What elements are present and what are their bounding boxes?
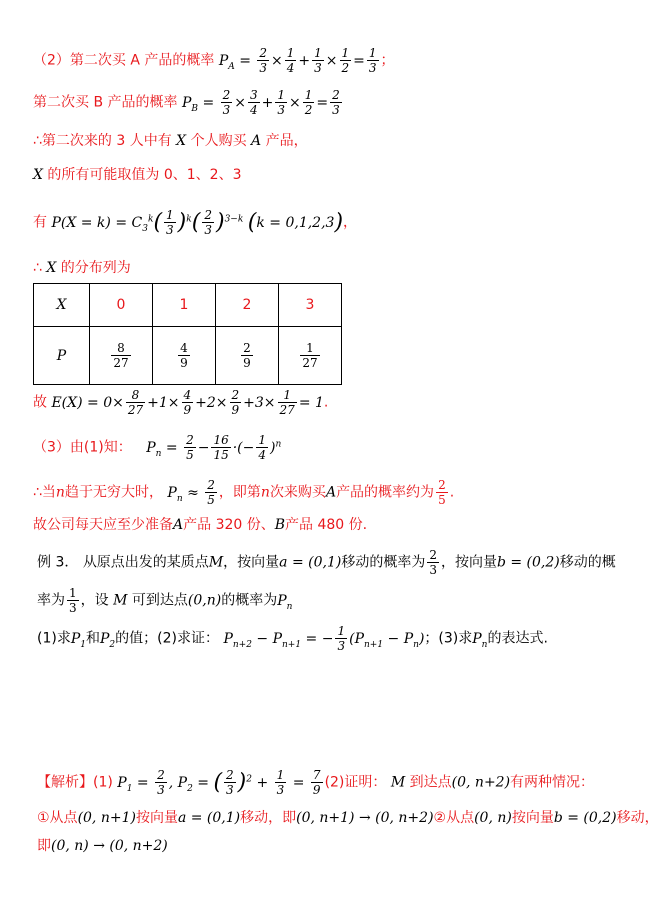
var-a: A	[251, 133, 262, 149]
pn: $P_n$	[277, 592, 293, 612]
solution-text: 移动，	[616, 810, 659, 826]
table-cell: $\frac{2}{9}$	[216, 327, 279, 385]
var-m: M	[390, 774, 406, 791]
solution-line3: 即(0, n) → (0, n+2)	[37, 838, 168, 854]
limit-formula: $P_n$ ≈ $\frac{2}{5}$	[167, 478, 215, 507]
distribution-table	[33, 283, 342, 385]
solution-text: 按向量	[511, 810, 554, 826]
solution-text: (1)	[93, 774, 113, 791]
line-prob-b	[33, 88, 344, 118]
example-text: 移动的概率为	[341, 554, 426, 571]
example-questions: (1)求$P_1$和$P_2$的值；(2)求证： $P_{n+2} - P_{n+1}$ = − $\frac{1}{3}$ $(P_{n+1} - P_n)$；(3)求$P_n$的表达式.	[37, 624, 548, 653]
recurrence-formula: $P_{n+2} - P_{n+1}$ = − $\frac{1}{3}$ $(P_{n+1} - P_n)$	[223, 624, 425, 653]
line-part3	[33, 433, 281, 463]
table-cell: 0	[90, 284, 153, 327]
line-prob-a	[33, 46, 395, 76]
therefore: ∴	[33, 260, 42, 276]
table-cell: $\frac{1}{27}$	[279, 327, 342, 385]
vector-a: a = (0,1)	[279, 554, 342, 571]
solution-text: 移动，即	[240, 810, 297, 826]
var-x: X	[46, 260, 57, 276]
var-n: n	[260, 484, 270, 501]
p1-p2-formula: $P_1$ = $\frac{2}{3}$ , $P_2$ = ( $\frac{2}{3}$ )$^2$ + $\frac{1}{3}$ = $\frac{7}{9}$	[117, 768, 321, 797]
line-x-values	[33, 165, 242, 185]
limit-text-c: ，即第	[218, 484, 261, 501]
solution-text: 即	[37, 838, 51, 854]
table-cell: 2	[216, 284, 279, 327]
solution-line1	[37, 768, 594, 798]
expectation-prefix: 故	[33, 394, 47, 411]
limit-text-e: 产品的概率约为	[336, 484, 435, 501]
limit-tail: .	[449, 484, 455, 501]
question-text: (1)求	[37, 630, 71, 647]
solution-text: ①从点	[37, 810, 78, 826]
example-text: ，按向量	[440, 554, 497, 571]
prob-a-label: （2）第二次买 A 产品的概率	[33, 52, 215, 69]
buyers-text-a: ∴第二次来的 3 人中有	[33, 133, 172, 149]
frac-1-3: $\frac{1}{3}$	[69, 586, 77, 615]
conclusion-a: 故公司每天应至少准备	[33, 517, 173, 533]
limit-frac: $\frac{2}{5}$	[438, 478, 446, 507]
vector-b: b = (0,2)	[496, 554, 560, 571]
example-text: 从原点出发的某质点	[82, 554, 209, 571]
example-text: 移动的概	[559, 554, 616, 571]
example-line1	[37, 548, 616, 577]
binomial-tail: ，	[343, 214, 358, 231]
buyers-text-b: 个人购买	[190, 133, 247, 149]
var-a: A	[325, 484, 337, 501]
var-b: B	[274, 517, 286, 533]
solution-text: (2)证明：	[324, 774, 387, 791]
part3-label: （3）由(1)知：	[33, 439, 132, 456]
limit-text-a: ∴当	[33, 484, 56, 501]
example-text: 的概率为	[221, 592, 278, 609]
table-cell: P	[34, 327, 90, 385]
var-m: M	[208, 554, 224, 571]
question-text: 的值；(2)求证：	[115, 630, 219, 647]
binomial-formula: $P(X = k) = C_3^k$( $\frac{1}{3}$ )$^k$( $\frac{2}{3}$ )$^{3-k}$ (k = 0,1,2,3)	[51, 208, 344, 237]
line-binomial	[33, 208, 357, 238]
distribution-text: 的分布列为	[60, 260, 131, 276]
line-buyers	[33, 131, 308, 151]
limit-text-b: 趋于无穷大时，	[64, 484, 163, 501]
conclusion-c: 产品 480 份.	[285, 517, 368, 533]
binomial-prefix: 有	[33, 214, 47, 231]
example-text: ，按向量	[223, 554, 280, 571]
expectation-tail: .	[323, 394, 329, 411]
table-cell: X	[34, 284, 90, 327]
table-cell: $\frac{8}{27}$	[90, 327, 153, 385]
var-x: X	[176, 133, 187, 149]
question-text: 的表达式.	[487, 630, 548, 647]
conclusion-b: 产品 320 份、	[183, 517, 275, 533]
var-m: M	[113, 592, 128, 609]
line-distribution-heading	[33, 258, 131, 278]
limit-text-d: 次来购买	[269, 484, 326, 501]
buyers-text-c: 产品，	[265, 133, 308, 149]
point: (0,n)	[187, 592, 222, 609]
var-x: X	[33, 167, 43, 183]
line-limit	[33, 478, 454, 508]
prob-b-label: 第二次买 B 产品的概率	[33, 94, 178, 111]
pn-formula: $P_n$ = $\frac{2}{5}$ − $\frac{16}{15}$ ·(− $\frac{1}{4}$ )$^n$	[146, 433, 282, 462]
example-text: 可到达点	[131, 592, 188, 609]
prob-b-formula: $P_B$ = $\frac{2}{3}$ × $\frac{3}{4}$ + $\frac{1}{3}$ × $\frac{1}{2}$ = $\frac{2}{3}$	[181, 88, 340, 117]
example-text: 率为	[37, 592, 65, 609]
example-label: 例 3．	[37, 554, 79, 571]
line-expectation	[33, 388, 328, 417]
table-cell: 1	[153, 284, 216, 327]
solution-text: 按向量	[135, 810, 178, 826]
solution-text: 到达点	[409, 774, 452, 791]
line-conclusion	[33, 515, 367, 535]
example-text: ，设	[80, 592, 109, 609]
expectation-formula: E(X) = 0× $\frac{8}{27}$ +1× $\frac{4}{9}$ +2× $\frac{2}{9}$ +3× $\frac{1}{27}$ = 1	[51, 388, 324, 417]
table-cell: 3	[279, 284, 342, 327]
frac-2-3: $\frac{2}{3}$	[429, 548, 437, 577]
prob-a-tail: ；	[380, 52, 395, 69]
var-a: A	[173, 517, 184, 533]
prob-a-formula: $P_A$ = $\frac{2}{3}$ × $\frac{1}{4}$ + $\frac{1}{3}$ × $\frac{1}{2}$ = $\frac{1}{3}$	[218, 46, 377, 75]
point: (0, n+2)	[451, 774, 511, 791]
table-row	[34, 284, 342, 327]
var-n: n	[55, 484, 65, 501]
solution-text: 有两种情况：	[510, 774, 595, 791]
table-cell: $\frac{4}{9}$	[153, 327, 216, 385]
solution-text: ②从点	[433, 810, 475, 826]
example-line2	[37, 586, 292, 616]
solution-line2: ①从点(0, n+1)按向量a = (0,1)移动，即(0, n+1) → (0, n+2)②从点(0, n)按向量b = (0,2)移动，	[37, 810, 659, 826]
solution-tag: 【解析】	[37, 774, 93, 791]
table-row	[34, 327, 342, 385]
question-text: 和	[86, 630, 100, 647]
x-values-text: 的所有可能取值为 0、1、2、3	[47, 167, 242, 183]
question-text: ；(3)求	[424, 630, 473, 647]
